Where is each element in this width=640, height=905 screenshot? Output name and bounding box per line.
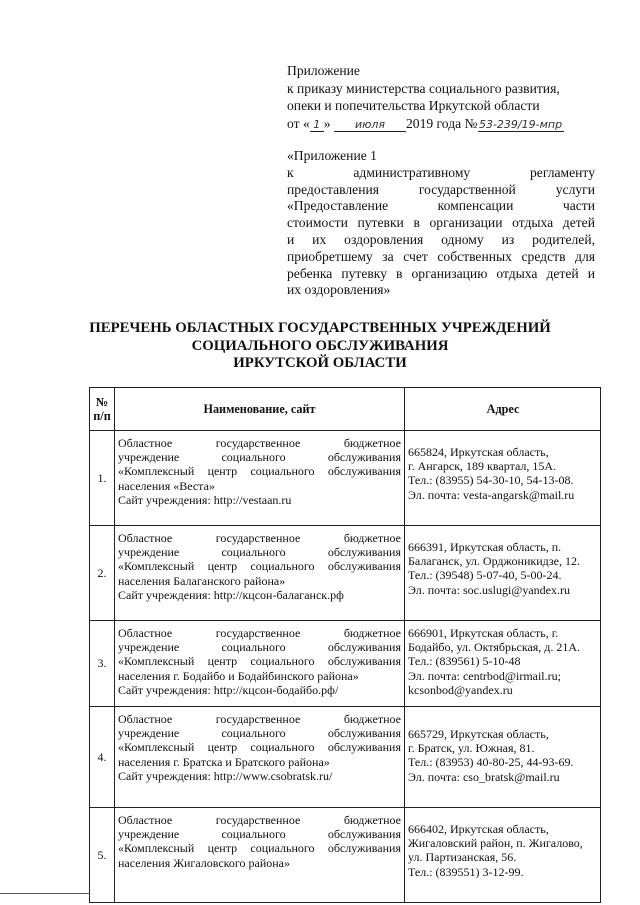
name-line: учреждение социального обслуживания (118, 450, 401, 465)
address-line: Тел.: (83953) 40-80-25, 44-93-69. (408, 755, 574, 770)
row-name-cell (115, 808, 405, 903)
row-address-cell (405, 431, 601, 526)
appendix-line: опеки и попечительства Иркутской области (287, 98, 540, 113)
address-line: ул. Партизанская, 56. (408, 850, 517, 865)
document-title (40, 320, 600, 373)
regulation-reference (287, 148, 595, 299)
handwritten-month: июля (334, 118, 406, 132)
address-line: Тел.: (39548) 5-07-40, 5-00-24. (408, 568, 562, 583)
regulation-line: приобретшему за счет собственных средств для (287, 248, 595, 264)
site-line: Сайт учреждения: http://кцсон-балаганск.рф (118, 587, 344, 602)
address-line: Бодайбо, ул. Октябрьская, д. 21А. (408, 640, 581, 655)
row-name-cell (115, 526, 405, 621)
address-line: Тел.: (839561) 5-10-48 (408, 654, 521, 669)
handwritten-order-number: 53-239/19-мпр (478, 117, 563, 131)
date-year: 2019 года № (405, 115, 478, 131)
order-date-line (287, 115, 597, 133)
name-line: Областное государственное бюджетное (118, 712, 401, 726)
address-line: kcsonbod@yandex.ru (408, 682, 513, 697)
regulation-line: их оздоровления» (287, 282, 391, 298)
name-line: «Комплексный центр социального обслуживания (118, 740, 401, 755)
handwritten-day: 1 (310, 118, 324, 132)
table-row (90, 526, 601, 621)
date-mid: » (323, 115, 331, 131)
address-line: 666901, Иркутская область, г. (408, 626, 559, 640)
name-line: «Комплексный центр социального обслуживания (118, 559, 401, 574)
address-line: Тел.: (83955) 54-30-10, 54-13-08. (408, 473, 574, 488)
table-row (90, 808, 601, 903)
address-line: Балаганск, ул. Орджоникидзе, 12. (408, 554, 580, 569)
row-number: 1. (90, 431, 115, 526)
site-line: Сайт учреждения: http://кцсон-бодайбо.рф/ (118, 682, 339, 697)
appendix-header (287, 62, 597, 132)
title-line: СОЦИАЛЬНОГО ОБСЛУЖИВАНИЯ (191, 337, 449, 354)
header-number (90, 388, 115, 431)
institutions-table (89, 387, 601, 903)
name-line: населения г. Бодайбо и Бодайбинского района» (118, 668, 359, 683)
regulation-line: «Приложение 1 (287, 148, 377, 163)
name-line: «Комплексный центр социального обслуживания (118, 654, 401, 669)
address-line: 666391, Иркутская область, п. (408, 540, 562, 554)
row-address-cell (405, 621, 601, 707)
site-line: Сайт учреждения: http://vestaan.ru (118, 492, 292, 507)
site-line: Сайт учреждения: http://www.csobratsk.ru/ (118, 768, 333, 783)
address-line: 666402, Иркутская область, (408, 822, 549, 836)
name-line: населения Жигаловского района» (118, 855, 291, 870)
row-address-cell (405, 707, 601, 808)
regulation-line: к административному регламенту (287, 164, 595, 180)
name-line: Областное государственное бюджетное (118, 626, 401, 640)
name-line: учреждение социального обслуживания (118, 726, 401, 741)
header-number-line: п/п (93, 409, 111, 423)
header-name: Наименование, сайт (115, 388, 405, 431)
row-number: 5. (90, 808, 115, 903)
name-line: населения г. Братска и Братского района» (118, 754, 330, 769)
address-line: Жигаловский район, п. Жигалово, (408, 836, 583, 851)
header-address: Адрес (405, 388, 601, 431)
name-line: учреждение социального обслуживания (118, 640, 401, 655)
table-header-row (90, 388, 601, 431)
address-line: Эл. почта: soc.uslugi@yandex.ru (408, 582, 570, 597)
address-line: Эл. почта: vesta-angarsk@mail.ru (408, 487, 575, 502)
table-row (90, 621, 601, 707)
name-line: «Комплексный центр социального обслуживания (118, 841, 401, 856)
address-line: Тел.: (839551) 3-12-99. (408, 864, 524, 879)
name-line: Областное государственное бюджетное (118, 436, 401, 450)
name-line: учреждение социального обслуживания (118, 827, 401, 842)
appendix-line: Приложение (287, 63, 360, 78)
row-address-cell (405, 526, 601, 621)
row-number: 2. (90, 526, 115, 621)
address-line: г. Братск, ул. Южная, 81. (408, 741, 535, 756)
row-name-cell (115, 707, 405, 808)
name-line: Областное государственное бюджетное (118, 813, 401, 827)
row-address-cell (405, 808, 601, 903)
address-line: Эл. почта: cso_bratsk@mail.ru (408, 769, 560, 784)
address-line: 665824, Иркутская область, (408, 445, 549, 459)
name-line: населения «Веста» (118, 478, 215, 493)
date-prefix: от « (287, 115, 310, 131)
page-footer-rule (0, 893, 90, 894)
address-line: Эл. почта: centrbod@irmail.ru; (408, 668, 561, 683)
name-line: «Комплексный центр социального обслуживания (118, 464, 401, 479)
regulation-line: «Предоставление компенсации части (287, 198, 595, 214)
name-line: учреждение социального обслуживания (118, 545, 401, 560)
row-number: 3. (90, 621, 115, 707)
regulation-line: стоимости путевки в организации отдыха детей (287, 215, 595, 231)
regulation-line: ребенка путевку в организацию отдыха детей и (287, 265, 595, 281)
row-name-cell (115, 431, 405, 526)
header-number-line: № (95, 394, 109, 409)
name-line: Областное государственное бюджетное (118, 531, 401, 545)
address-line: 665729, Иркутская область, (408, 727, 549, 741)
title-line: ИРКУТСКОЙ ОБЛАСТИ (233, 355, 407, 371)
address-line: г. Ангарск, 189 квартал, 15А. (408, 459, 557, 474)
regulation-line: и их оздоровления одному из родителей, (287, 231, 595, 247)
row-number: 4. (90, 707, 115, 808)
table-row (90, 707, 601, 808)
regulation-line: предоставления государственной услуги (287, 181, 595, 197)
name-line: населения Балаганского района» (118, 573, 286, 588)
appendix-line: к приказу министерства социального развития, (287, 80, 560, 96)
row-name-cell (115, 621, 405, 707)
table-row (90, 431, 601, 526)
title-line: ПЕРЕЧЕНЬ ОБЛАСТНЫХ ГОСУДАРСТВЕННЫХ УЧРЕЖДЕНИЙ (89, 320, 551, 336)
